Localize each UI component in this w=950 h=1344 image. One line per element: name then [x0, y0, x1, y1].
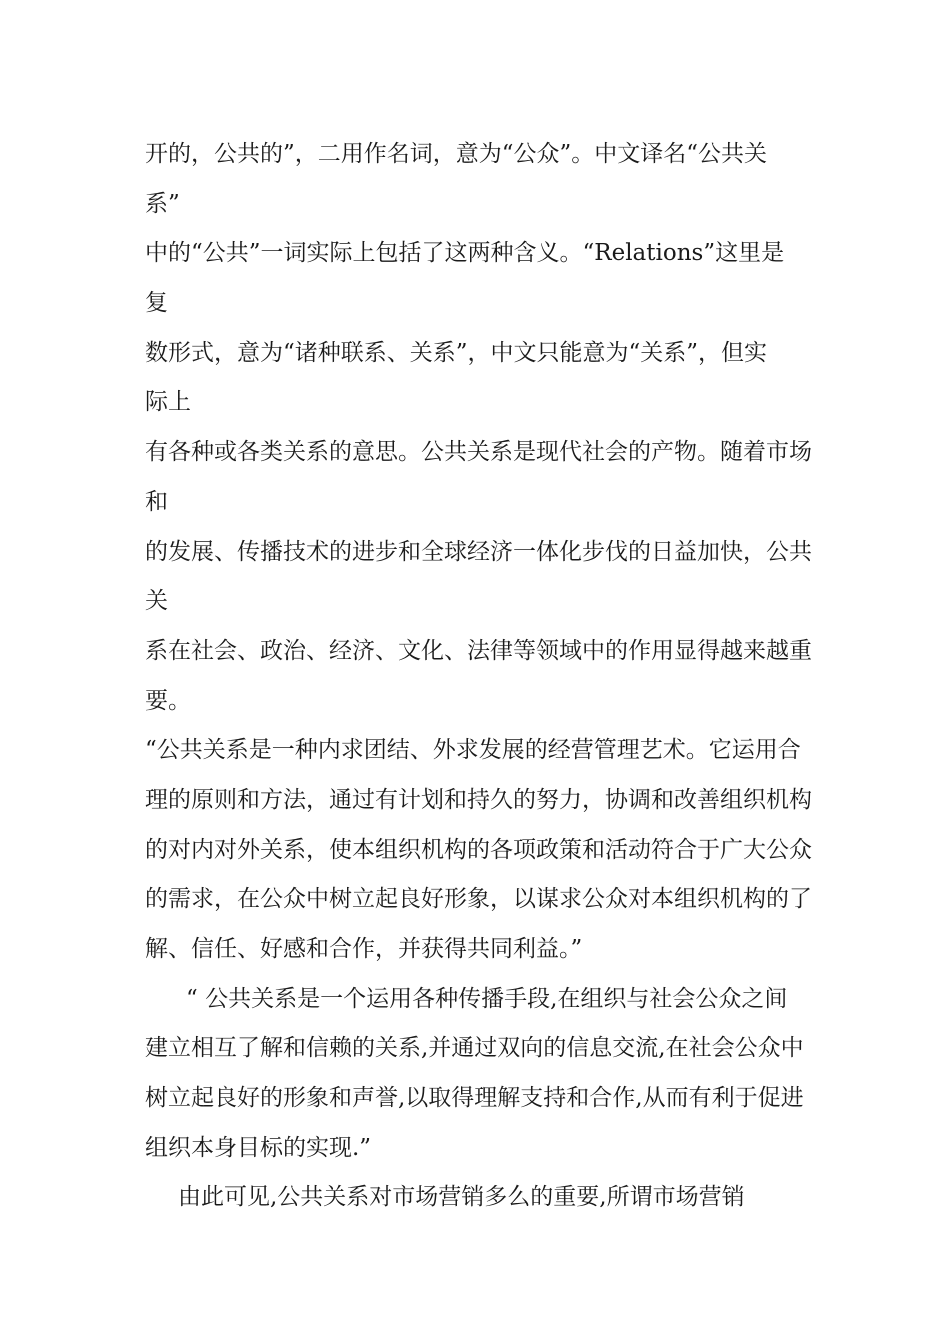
text-line: 要。 — [145, 687, 191, 714]
body-text — [145, 130, 825, 1223]
text-line: 理的原则和方法，通过有计划和持久的努力，协调和改善组织机构 — [145, 786, 812, 813]
text-line: 树立起良好的形象和声誉,以取得理解支持和合作,从而有利于促进 — [145, 1085, 804, 1112]
text-line: 有各种或各类关系的意思。公共关系是现代社会的产物。随着市场 — [145, 439, 812, 466]
text-line: 中的“公共”一词实际上包括了这两种含义。“Relations”这里是 — [145, 240, 785, 267]
text-line: 系在社会、政治、经济、文化、法律等领域中的作用显得越来越重 — [145, 637, 812, 664]
text-line: 关 — [145, 588, 168, 615]
text-line: 解、信任、好感和合作，并获得共同利益。” — [145, 936, 583, 962]
text-line: 际上 — [145, 389, 191, 416]
text-line: 复 — [145, 290, 168, 317]
text-line: 组织本身目标的实现.” — [145, 1134, 372, 1161]
text-line: 数形式，意为“诸种联系、关系”，中文只能意为“关系”，但实 — [145, 339, 768, 366]
text-line: 和 — [145, 488, 168, 515]
text-line: “ 公共关系是一个运用各种传播手段,在组织与社会公众之间 — [186, 985, 788, 1012]
text-line: 由此可见,公共关系对市场营销多么的重要,所谓市场营销 — [178, 1184, 745, 1211]
text-line: 建立相互了解和信赖的关系,并通过双向的信息交流,在社会公众中 — [145, 1035, 804, 1062]
text-line: 系” — [145, 190, 180, 217]
text-line: 的需求，在公众中树立起良好形象，以谋求公众对本组织机构的了 — [145, 886, 812, 913]
text-line: 开的，公共的”，二用作名词，意为“公众”。中文译名“公共关 — [145, 141, 768, 167]
text-line: 的发展、传播技术的进步和全球经济一体化步伐的日益加快，公共 — [145, 538, 812, 565]
text-line: 的对内对外关系，使本组织机构的各项政策和活动符合于广大公众 — [145, 836, 812, 863]
text-line: “公共关系是一种内求团结、外求发展的经营管理艺术。它运用合 — [145, 737, 801, 764]
